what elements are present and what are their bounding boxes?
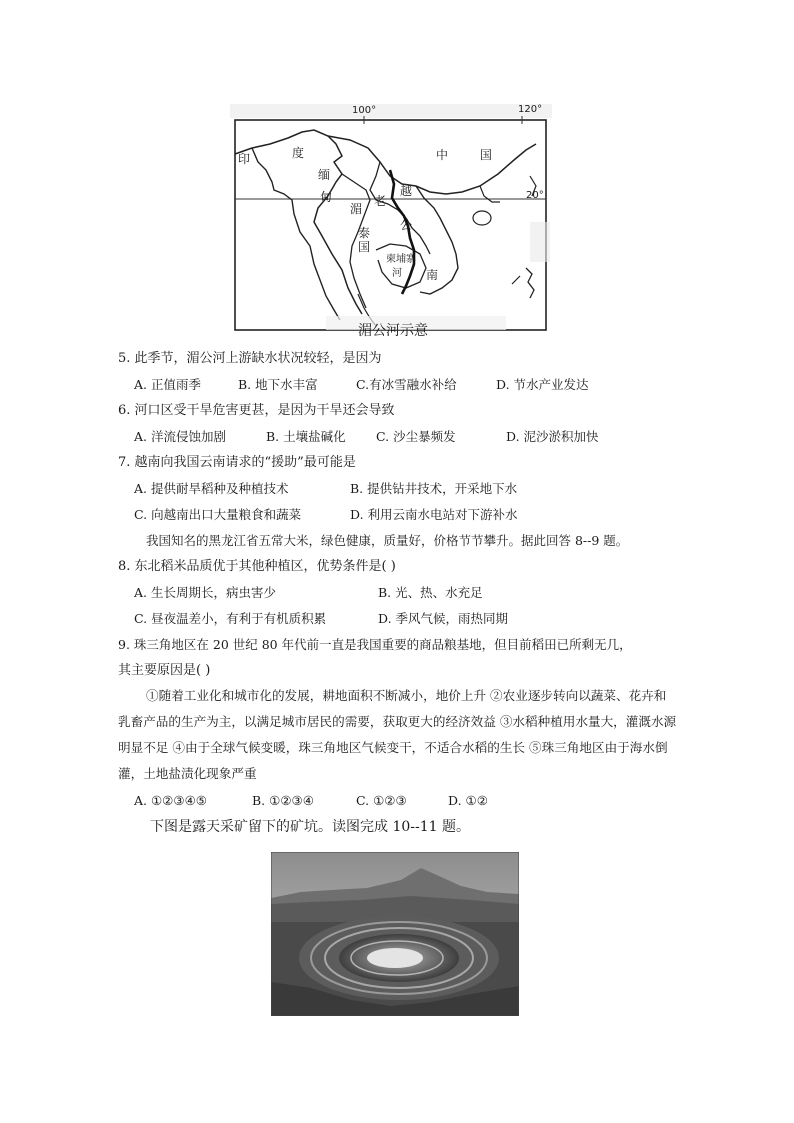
- label-gong: 公: [400, 218, 413, 232]
- map-drawing: [230, 104, 552, 340]
- label-lao: 老: [374, 194, 387, 208]
- q8-stem: 8. 东北稻米品质优于其他种植区，优势条件是( ): [118, 559, 396, 574]
- lat-20-label: 20°: [526, 190, 544, 201]
- q5-option-c: C.有冰雪融水补给: [356, 377, 457, 392]
- q6-option-d: D. 泥沙淤积加快: [506, 429, 599, 444]
- intro-10-11: 下图是露天采矿留下的矿坑。读图完成 10--11 题。: [150, 819, 470, 835]
- label-mei: 湄: [350, 202, 363, 216]
- open-pit-mine-photo: [271, 852, 519, 1016]
- q9-option-b: B. ①②③④: [252, 793, 314, 808]
- q9-statements: ①随着工业化和城市化的发展，耕地面积不断减小，地价上升 ②农业逐步转向以蔬菜、花卉和乳畜产品的生产为主，以满足城市居民的需要，获取更大的经济效益 ③水稻种植用水量大，灌溉水源明显不足 ④由于全球气候变暖，珠三角地区气候变干，不适合水稻的生长 ⑤珠三角地区由于海水倒灌，土地盐渍化现象严重: [118, 688, 677, 781]
- lon-100-label: 100°: [352, 105, 377, 116]
- label-du: 度: [292, 146, 305, 160]
- q7-option-b: B. 提供钻井技术，开采地下水: [350, 481, 518, 496]
- q9-option-a: A. ①②③④⑤: [134, 793, 208, 808]
- label-he: 河: [392, 268, 402, 279]
- q5-stem: 5. 此季节，湄公河上游缺水状况较轻，是因为: [118, 351, 382, 366]
- q9-stem-line-1: 9. 珠三角地区在 20 世纪 80 年代前一直是我国重要的商品粮基地，但目前稻田已所剩无几，: [118, 637, 632, 652]
- q8-option-c: C. 昼夜温差小，有利于有机质积累: [134, 611, 327, 626]
- label-thailand: 泰国: [358, 226, 371, 254]
- q5-option-d: D. 节水产业发达: [496, 377, 589, 392]
- intro-8-9: 我国知名的黑龙江省五常大米，绿色健康，质量好，价格节节攀升。据此回答 8--9 题。: [146, 533, 629, 548]
- mine-photo-drawing: [271, 852, 519, 1016]
- q9-option-d: D. ①②: [448, 793, 488, 808]
- label-china: 中 国: [436, 148, 506, 162]
- label-yue: 越: [400, 184, 413, 198]
- q8-option-a: A. 生长周期长，病虫害少: [134, 585, 276, 600]
- map-caption: 湄公河示意: [358, 323, 428, 339]
- label-cambodia: 柬埔寨: [386, 254, 416, 265]
- q5-option-b: B. 地下水丰富: [238, 377, 318, 392]
- q7-option-a: A. 提供耐旱稻种及种植技术: [134, 481, 289, 496]
- lon-120-label: 120°: [518, 104, 543, 115]
- q6-stem: 6. 河口区受干旱危害更甚，是因为干旱还会导致: [118, 403, 395, 418]
- label-nan: 南: [426, 268, 439, 282]
- label-mian: 缅: [318, 168, 331, 182]
- q6-option-b: B. 土壤盐碱化: [266, 429, 346, 444]
- q7-option-c: C. 向越南出口大量粮食和蔬菜: [134, 507, 302, 522]
- q9-stem-line-2: 其主要原因是( ): [118, 663, 211, 678]
- q7-option-d: D. 利用云南水电站对下游补水: [350, 507, 518, 522]
- label-dian: 甸: [320, 190, 333, 204]
- q8-option-d: D. 季风气候，雨热同期: [378, 611, 509, 626]
- q5-option-a: A. 正值雨季: [134, 377, 201, 392]
- q8-option-b: B. 光、热、水充足: [378, 585, 483, 600]
- q7-stem: 7. 越南向我国云南请求的“援助”最可能是: [118, 455, 356, 470]
- q6-option-c: C. 沙尘暴频发: [376, 429, 456, 444]
- q9-option-c: C. ①②③: [356, 793, 407, 808]
- mekong-river-map: [230, 104, 552, 340]
- q6-option-a: A. 洋流侵蚀加剧: [134, 429, 226, 444]
- label-yin: 印: [238, 152, 251, 166]
